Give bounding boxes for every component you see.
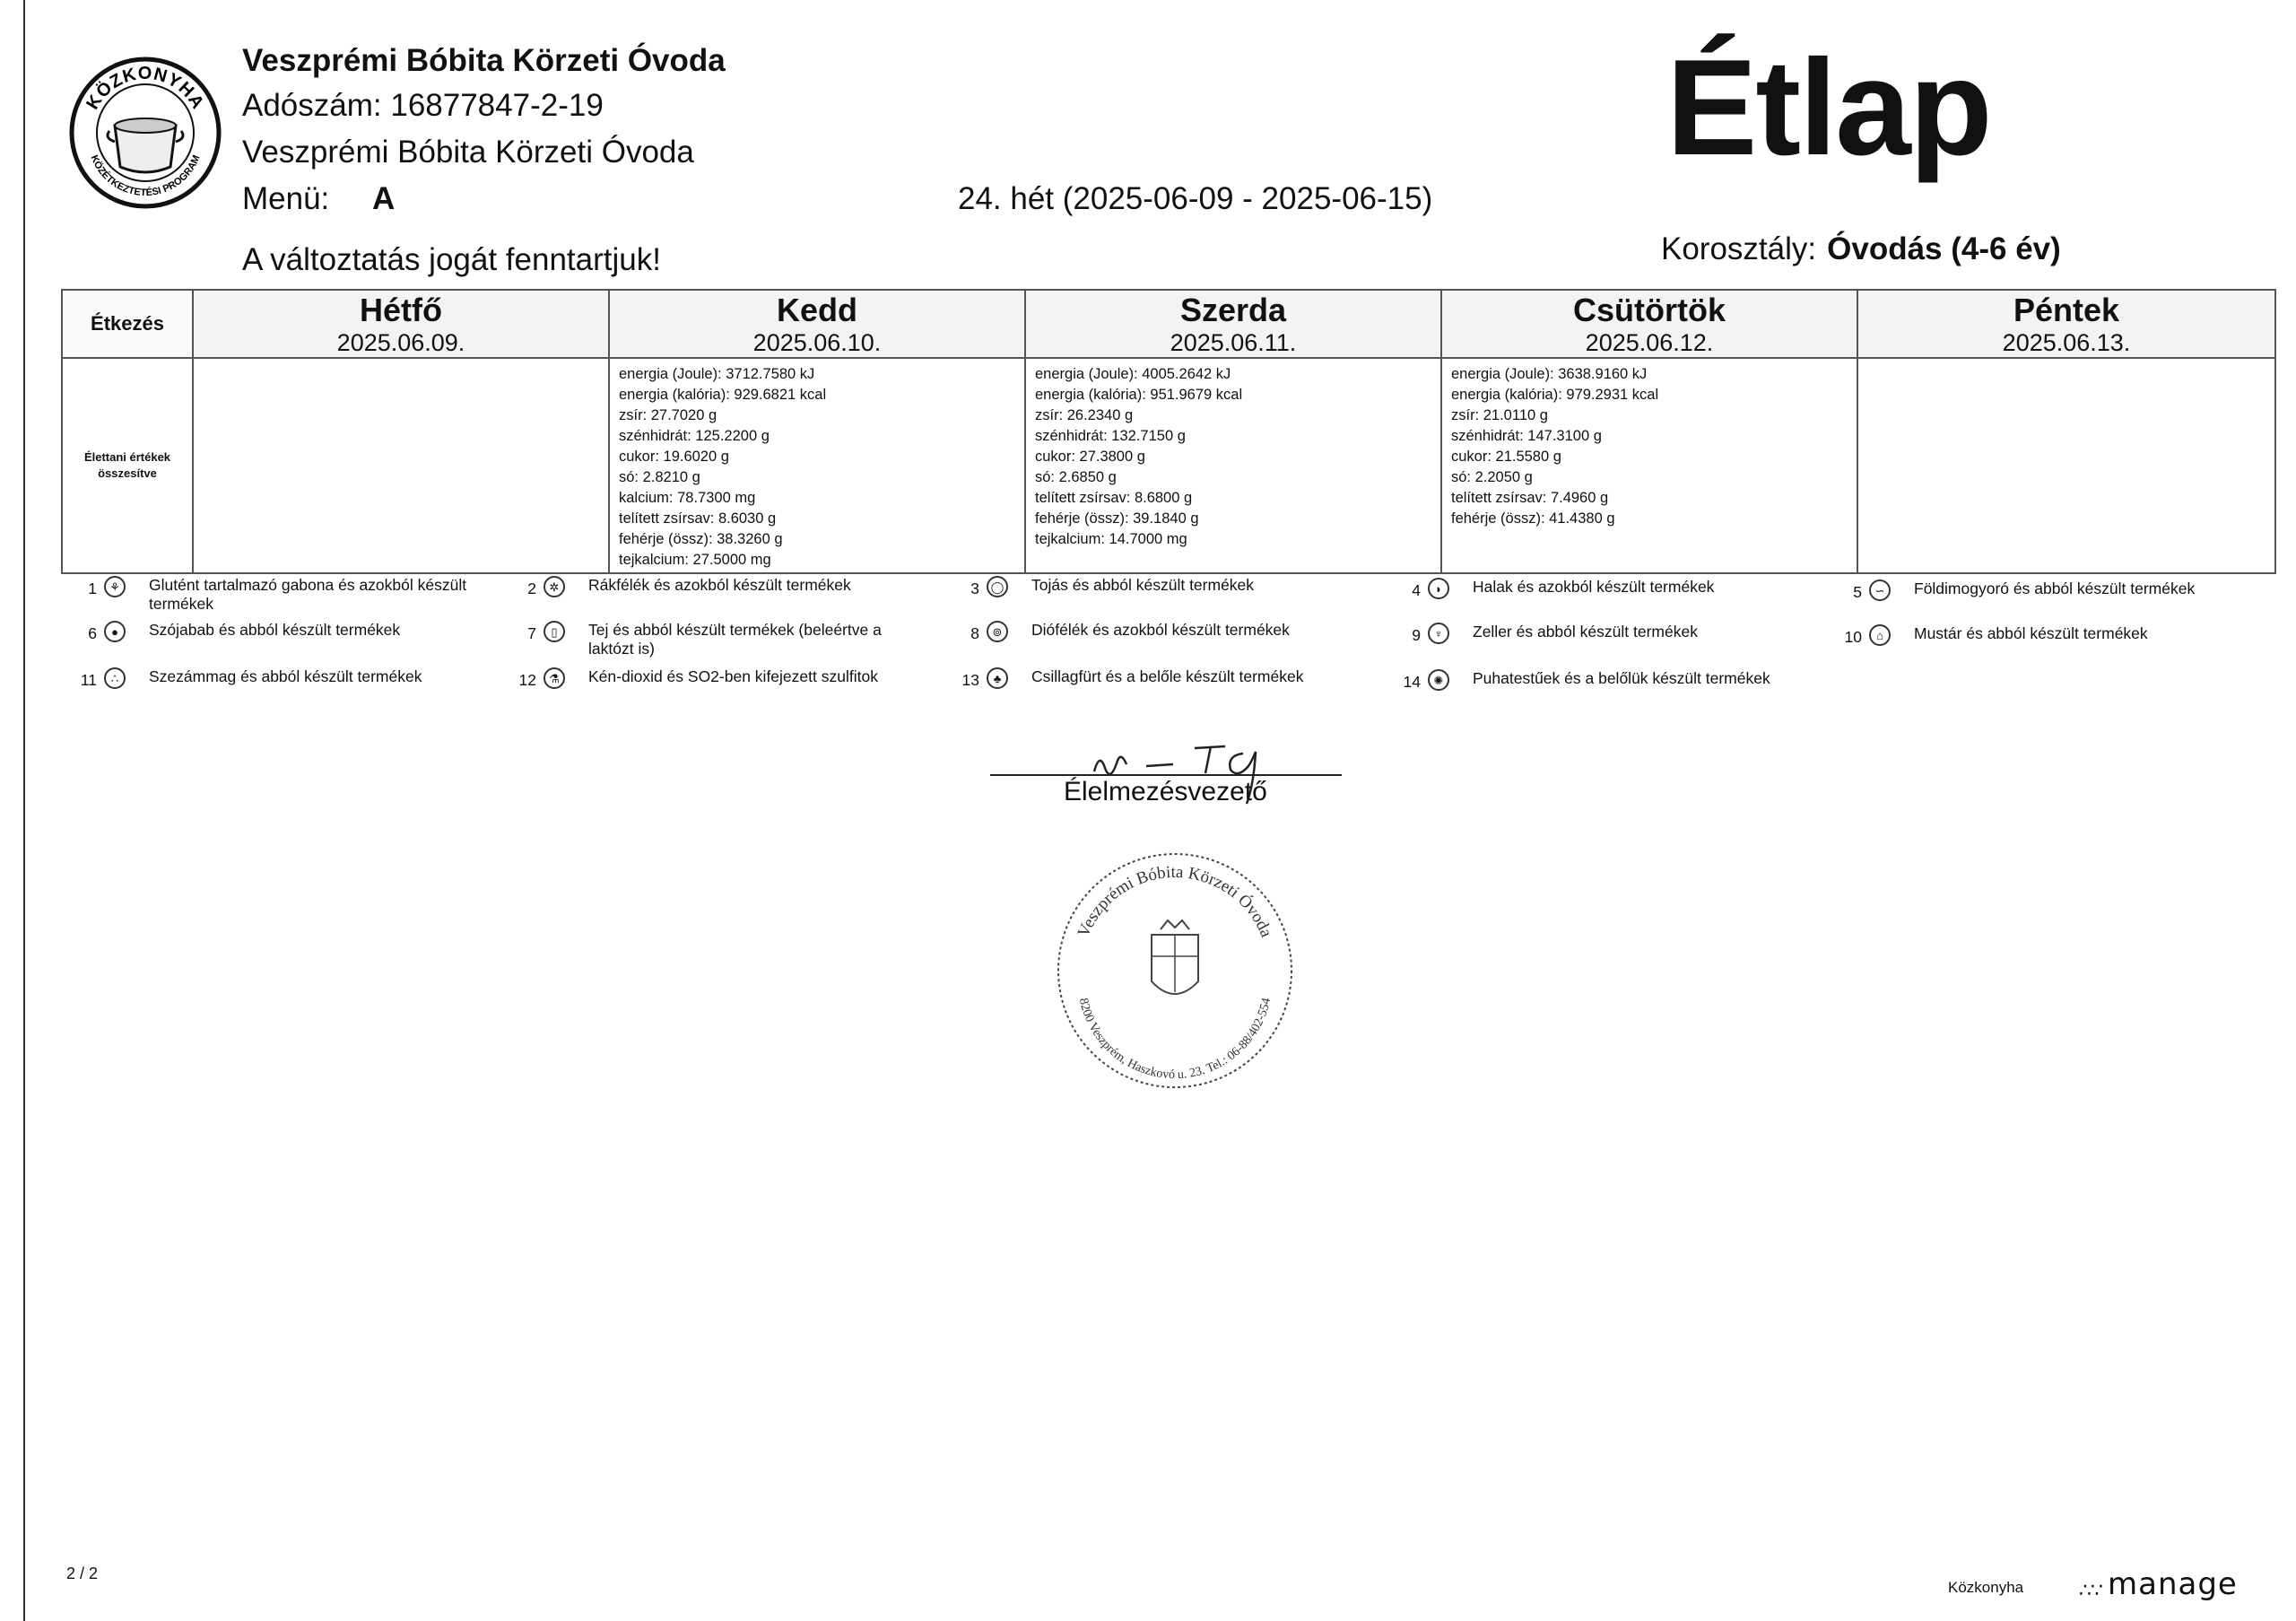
nutrition-value: szénhidrát: 125.2200 g <box>619 428 770 444</box>
milk-icon: ▯ <box>544 621 565 642</box>
tax-label: Adószám: <box>242 88 382 123</box>
tax-number: 16877847-2-19 <box>390 88 604 123</box>
egg-icon: ◯ <box>987 576 1008 597</box>
menu-line <box>242 181 395 217</box>
allergen-item <box>1385 623 1813 645</box>
allergen-item <box>500 667 929 690</box>
nutrition-cell-friday <box>1857 358 2275 573</box>
svg-text:Veszprémi Bóbita Körzeti Óvoda: Veszprémi Bóbita Körzeti Óvoda <box>1074 862 1276 940</box>
nutrition-list <box>1442 359 1857 529</box>
document-title: Étlap <box>1666 31 1991 184</box>
nutrition-value: zsír: 27.7020 g <box>619 407 718 423</box>
age-value: Óvodás (4-6 év) <box>1827 231 2061 266</box>
row-label-line: összesítve <box>98 466 157 480</box>
allergen-item <box>500 621 929 658</box>
allergen-number: 2 <box>527 580 536 597</box>
allergen-item <box>61 621 490 643</box>
allergen-number: 9 <box>1412 626 1421 644</box>
allergen-item <box>61 576 490 614</box>
day-date: 2025.06.09. <box>336 329 465 356</box>
lupin-icon: ♣ <box>987 667 1008 689</box>
nutrition-cell-tuesday <box>609 358 1025 573</box>
manage-wordmark: manage <box>2108 1566 2238 1602</box>
meal-column-header: Étkezés <box>62 290 193 358</box>
nutrition-value: só: 2.2050 g <box>1451 469 1533 485</box>
nutrition-cell-thursday <box>1441 358 1857 573</box>
wheat-icon: ⚘ <box>104 576 126 597</box>
nutrition-value: energia (Joule): 4005.2642 kJ <box>1035 366 1231 382</box>
allergen-legend <box>61 574 2274 709</box>
allergen-item <box>944 667 1372 690</box>
nutrition-value: telített zsírsav: 8.6800 g <box>1035 490 1193 506</box>
nutrition-list <box>1858 359 2274 364</box>
rights-notice: A változtatás jogát fenntartjuk! <box>242 242 661 277</box>
allergen-text: Szezámmag és abból készült termékek <box>149 667 422 685</box>
allergen-item <box>1385 669 1813 692</box>
day-name: Kedd <box>777 292 857 328</box>
week-range: 24. hét (2025-06-09 - 2025-06-15) <box>958 181 1433 216</box>
signature-line <box>990 774 1342 776</box>
day-header-monday <box>193 290 609 358</box>
manage-logo <box>2079 1566 2238 1602</box>
nutrition-list <box>610 359 1024 571</box>
signature-label: Élelmezésvezető <box>1064 777 1267 806</box>
nutrition-list <box>1026 359 1440 550</box>
nutrition-row-label <box>62 358 193 573</box>
nutrition-value: kalcium: 78.7300 mg <box>619 490 756 506</box>
allergen-text: Halak és azokból készült termékek <box>1473 578 1715 596</box>
day-header-wednesday <box>1025 290 1441 358</box>
allergen-item <box>500 576 929 598</box>
day-date: 2025.06.13. <box>2002 329 2131 356</box>
allergen-number: 7 <box>527 624 536 642</box>
nutrition-value: cukor: 21.5580 g <box>1451 449 1561 465</box>
nutrition-value: energia (Joule): 3712.7580 kJ <box>619 366 815 382</box>
nutrition-value: szénhidrát: 147.3100 g <box>1451 428 1602 444</box>
page-left-rule <box>23 0 25 1621</box>
nutrition-value: energia (kalória): 951.9679 kcal <box>1035 387 1243 403</box>
nutrition-value: szénhidrát: 132.7150 g <box>1035 428 1186 444</box>
nutrition-cell-wednesday <box>1025 358 1441 573</box>
allergen-text: Puhatestűek és a belőlük készült termékek <box>1473 669 1770 687</box>
sesame-icon: ∴ <box>104 667 126 689</box>
day-header-friday <box>1857 290 2275 358</box>
nutrition-value: zsír: 21.0110 g <box>1451 407 1548 423</box>
nutrition-value: telített zsírsav: 7.4960 g <box>1451 490 1609 506</box>
allergen-text: Tej és abból készült termékek (beleértve a laktózt is) <box>588 621 882 658</box>
allergen-text: Szójabab és abból készült termékek <box>149 621 401 639</box>
svg-text:8200 Veszprém, Haszkovó u. 23.: 8200 Veszprém, Haszkovó u. 23. Tel.: 06-88/402-554 <box>1075 997 1274 1083</box>
day-name: Péntek <box>2013 292 2120 328</box>
allergen-number: 11 <box>80 671 97 689</box>
age-label: Korosztály: <box>1661 231 1817 266</box>
allergen-number: 13 <box>961 671 979 689</box>
allergen-number: 12 <box>518 671 536 689</box>
allergen-item <box>944 621 1372 643</box>
peanut-icon: ∽ <box>1869 580 1891 601</box>
allergen-text: Glutént tartalmazó gabona és azokból készült termékek <box>149 576 467 613</box>
organization-subname: Veszprémi Bóbita Körzeti Óvoda <box>242 135 694 170</box>
soy-icon: ● <box>104 621 126 642</box>
menu-value: A <box>372 181 396 216</box>
allergen-text: Rákfélék és azokból készült termékek <box>588 576 851 594</box>
kozkonyha-logo-icon <box>68 56 222 210</box>
allergen-number: 6 <box>88 624 97 642</box>
day-date: 2025.06.10. <box>752 329 882 356</box>
day-name: Csütörtök <box>1573 292 1726 328</box>
allergen-text: Tojás és abból készült termékek <box>1031 576 1255 594</box>
nutrition-value: energia (kalória): 979.2931 kcal <box>1451 387 1659 403</box>
allergen-text: Kén-dioxid és SO2-ben kifejezett szulfitok <box>588 667 878 685</box>
footer-brand: Közkonyha <box>1948 1579 2024 1596</box>
tax-number-line <box>242 88 604 124</box>
celery-icon: ♆ <box>1428 623 1449 644</box>
nutrition-value: tejkalcium: 27.5000 mg <box>619 552 771 568</box>
table-header-row <box>62 290 2275 358</box>
svg-text:KÖZÉTKEZTETÉSI PROGRAM: KÖZÉTKEZTETÉSI PROGRAM <box>88 153 203 199</box>
allergen-number: 10 <box>1844 628 1862 646</box>
nutrition-value: tejkalcium: 14.7000 mg <box>1035 531 1187 547</box>
nutrition-value: energia (kalória): 929.6821 kcal <box>619 387 827 403</box>
allergen-number: 3 <box>970 580 979 597</box>
allergen-text: Diófélék és azokból készült termékek <box>1031 621 1290 639</box>
row-label-line: Élettani értékek <box>83 450 171 464</box>
nutrition-value: só: 2.6850 g <box>1035 469 1117 485</box>
allergen-number: 1 <box>88 580 97 597</box>
nutrition-list <box>194 359 608 364</box>
day-date: 2025.06.11. <box>1170 329 1297 356</box>
svg-text:KÖZKONYHA: KÖZKONYHA <box>83 63 208 113</box>
nutrition-value: cukor: 27.3800 g <box>1035 449 1145 465</box>
allergen-item <box>1826 624 2255 647</box>
day-name: Szerda <box>1179 292 1287 328</box>
nutrition-value: energia (Joule): 3638.9160 kJ <box>1451 366 1648 382</box>
allergen-text: Mustár és abból készült termékek <box>1914 624 2148 642</box>
menu-table <box>61 289 2276 574</box>
allergen-item <box>1385 578 1813 600</box>
age-group <box>1661 231 2061 267</box>
mollusc-icon: ✺ <box>1428 669 1449 691</box>
crab-icon: ✲ <box>544 576 565 597</box>
menu-label: Menü: <box>242 181 330 216</box>
nutrition-value: cukor: 19.6020 g <box>619 449 729 465</box>
allergen-text: Zeller és abból készült termékek <box>1473 623 1698 641</box>
allergen-number: 14 <box>1403 673 1421 691</box>
allergen-text: Csillagfürt és a belőle készült termékek <box>1031 667 1304 685</box>
nutrition-row <box>62 358 2275 573</box>
organization-name: Veszprémi Bóbita Körzeti Óvoda <box>242 43 726 78</box>
day-header-tuesday <box>609 290 1025 358</box>
nut-icon: ⊚ <box>987 621 1008 642</box>
allergen-item <box>1826 580 2255 602</box>
allergen-number: 8 <box>970 624 979 642</box>
allergen-item <box>61 667 490 690</box>
dots-icon: ∴∵ <box>2079 1579 2102 1601</box>
allergen-text: Földimogyoró és abból készült termékek <box>1914 580 2196 597</box>
allergen-number: 5 <box>1853 583 1862 601</box>
mustard-icon: ⌂ <box>1869 624 1891 646</box>
nutrition-value: fehérje (össz): 38.3260 g <box>619 531 783 547</box>
nutrition-cell-monday <box>193 358 609 573</box>
nutrition-value: só: 2.8210 g <box>619 469 700 485</box>
nutrition-value: zsír: 26.2340 g <box>1035 407 1134 423</box>
allergen-number: 4 <box>1412 581 1421 599</box>
sulphite-icon: ⚗ <box>544 667 565 689</box>
page-number: 2 / 2 <box>66 1564 99 1582</box>
day-date: 2025.06.12. <box>1585 329 1714 356</box>
fish-icon: ◗ <box>1428 578 1449 599</box>
nutrition-value: telített zsírsav: 8.6030 g <box>619 510 777 527</box>
nutrition-value: fehérje (össz): 41.4380 g <box>1451 510 1615 527</box>
official-stamp-icon <box>1051 847 1299 1094</box>
allergen-item <box>944 576 1372 598</box>
day-header-thursday <box>1441 290 1857 358</box>
day-name: Hétfő <box>360 292 442 328</box>
nutrition-value: fehérje (össz): 39.1840 g <box>1035 510 1199 527</box>
